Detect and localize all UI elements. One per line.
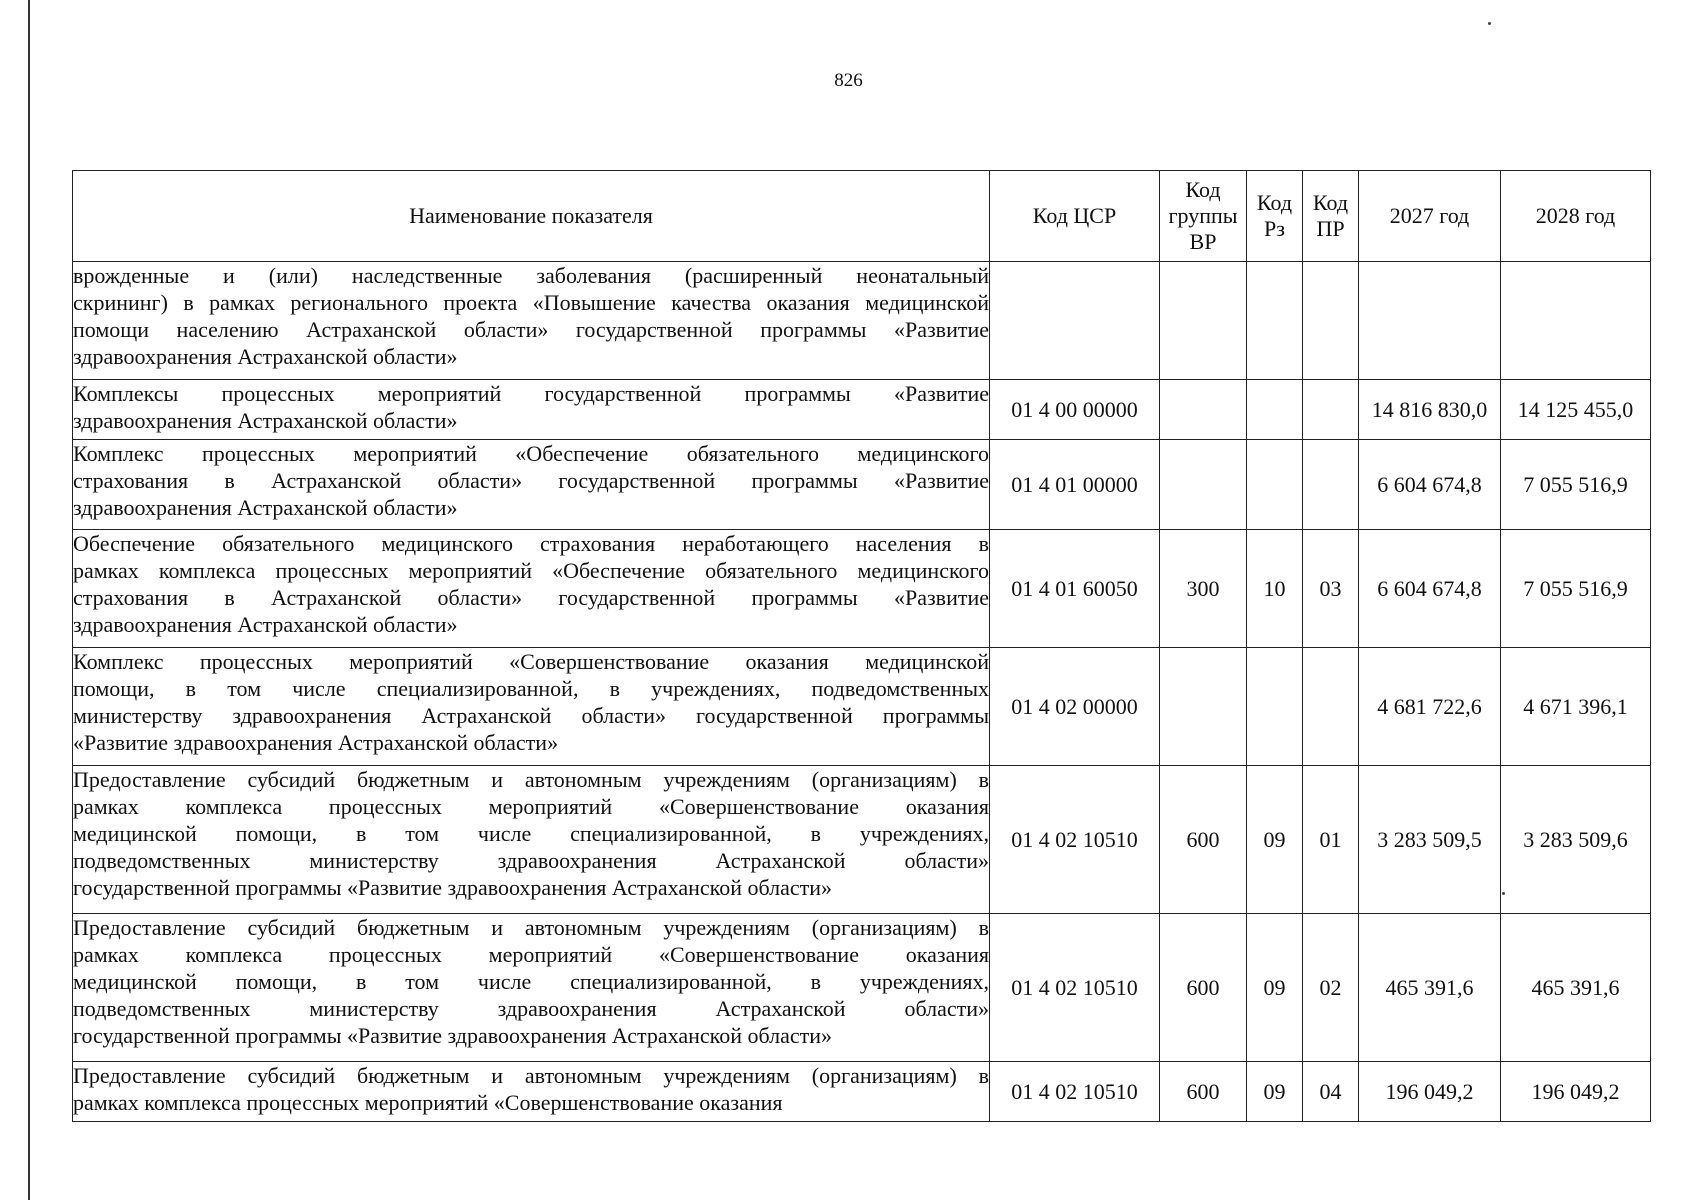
- row-name-cell: [73, 1062, 990, 1122]
- row-name-line: Обеспечение обязательного медицинского страхования неработающего населения в: [73, 531, 989, 556]
- row-name-cell: [73, 262, 990, 380]
- row-name-line: подведомственных министерству здравоохранения Астраханской области»: [73, 848, 989, 873]
- row-name-line: Комплекс процессных мероприятий «Совершенствование оказания медицинской: [73, 649, 989, 674]
- row-name-cell: [73, 380, 990, 440]
- row-name-line: Предоставление субсидий бюджетным и автономным учреждениям (организациям) в: [73, 1063, 989, 1088]
- row-name-line: медицинской помощи, в том числе специализированной, в учреждениях,: [73, 969, 989, 994]
- row-2027-cell: 6 604 674,8: [1359, 530, 1501, 648]
- row-name-line: помощи, в том числе специализированной, в учреждениях, подведомственных: [73, 676, 989, 701]
- row-name-cell: [73, 530, 990, 648]
- row-name-cell: [73, 766, 990, 914]
- row-pr-cell: [1303, 648, 1359, 766]
- row-2027-cell: [1359, 262, 1501, 380]
- row-name-line: министерству здравоохранения Астраханской области» государственной программы: [73, 703, 989, 728]
- row-name-line: медицинской помощи, в том числе специализированной, в учреждениях,: [73, 821, 989, 846]
- row-name-cell: [73, 914, 990, 1062]
- row-name-line: «Развитие здравоохранения Астраханской области»: [73, 730, 559, 755]
- table-header-row: [73, 171, 1651, 262]
- row-name-cell: [73, 648, 990, 766]
- row-name-line: здравоохранения Астраханской области»: [73, 408, 458, 433]
- header-pr: Код ПР: [1303, 171, 1359, 262]
- table-row: [73, 440, 1651, 530]
- row-name-cell: [73, 440, 990, 530]
- row-name-line: рамках комплекса процессных мероприятий «Совершенствование оказания: [73, 794, 989, 819]
- row-2027-cell: 196 049,2: [1359, 1062, 1501, 1122]
- row-name-line: государственной программы «Развитие здравоохранения Астраханской области»: [73, 875, 833, 900]
- row-csr-cell: 01 4 01 60050: [990, 530, 1160, 648]
- row-2028-cell: 465 391,6: [1501, 914, 1651, 1062]
- row-vr-cell: 600: [1160, 766, 1247, 914]
- page-number: 826: [834, 70, 863, 91]
- row-name-line: Предоставление субсидий бюджетным и автономным учреждениям (организациям) в: [73, 915, 989, 940]
- row-csr-cell: 01 4 00 00000: [990, 380, 1160, 440]
- row-pr-cell: 02: [1303, 914, 1359, 1062]
- row-rz-cell: [1247, 262, 1303, 380]
- row-rz-cell: [1247, 648, 1303, 766]
- row-name-line: Комплекс процессных мероприятий «Обеспечение обязательного медицинского: [73, 441, 989, 466]
- row-name-line: страхования в Астраханской области» государственной программы «Развитие: [73, 585, 989, 610]
- row-vr-cell: [1160, 440, 1247, 530]
- row-name-line: Предоставление субсидий бюджетным и автономным учреждениям (организациям) в: [73, 767, 989, 792]
- row-2028-cell: 196 049,2: [1501, 1062, 1651, 1122]
- row-2028-cell: 4 671 396,1: [1501, 648, 1651, 766]
- header-2028: 2028 год: [1501, 171, 1651, 262]
- row-2028-cell: 3 283 509,6: [1501, 766, 1651, 914]
- table-row: [73, 766, 1651, 914]
- row-rz-cell: 09: [1247, 766, 1303, 914]
- row-vr-cell: [1160, 380, 1247, 440]
- row-csr-cell: 01 4 02 10510: [990, 1062, 1160, 1122]
- row-name-line: рамках комплекса процессных мероприятий «Обеспечение обязательного медицинского: [73, 558, 989, 583]
- row-2027-cell: 14 816 830,0: [1359, 380, 1501, 440]
- row-name-line: врожденные и (или) наследственные заболевания (расширенный неонатальный: [73, 263, 989, 288]
- row-name-line: государственной программы «Развитие здравоохранения Астраханской области»: [73, 1023, 833, 1048]
- row-csr-cell: 01 4 01 00000: [990, 440, 1160, 530]
- row-csr-cell: 01 4 02 10510: [990, 766, 1160, 914]
- row-rz-cell: 09: [1247, 914, 1303, 1062]
- row-vr-cell: 300: [1160, 530, 1247, 648]
- row-csr-cell: 01 4 02 00000: [990, 648, 1160, 766]
- binding-edge-line: [28, 0, 30, 1200]
- table-row: [73, 914, 1651, 1062]
- row-rz-cell: [1247, 380, 1303, 440]
- row-pr-cell: [1303, 440, 1359, 530]
- row-rz-cell: 09: [1247, 1062, 1303, 1122]
- row-2028-cell: 14 125 455,0: [1501, 380, 1651, 440]
- row-name-line: рамках комплекса процессных мероприятий «Совершенствование оказания: [73, 942, 989, 967]
- row-pr-cell: 03: [1303, 530, 1359, 648]
- row-pr-cell: 01: [1303, 766, 1359, 914]
- row-csr-cell: [990, 262, 1160, 380]
- row-2028-cell: 7 055 516,9: [1501, 440, 1651, 530]
- row-2027-cell: 4 681 722,6: [1359, 648, 1501, 766]
- header-vr: Код группы ВР: [1160, 171, 1247, 262]
- row-vr-cell: 600: [1160, 914, 1247, 1062]
- row-name-line: Комплексы процессных мероприятий государственной программы «Развитие: [73, 381, 989, 406]
- scan-speck: [1488, 22, 1491, 25]
- row-name-line: здравоохранения Астраханской области»: [73, 612, 458, 637]
- row-name-line: здравоохранения Астраханской области»: [73, 495, 458, 520]
- row-2028-cell: 7 055 516,9: [1501, 530, 1651, 648]
- table-row: [73, 530, 1651, 648]
- row-pr-cell: 04: [1303, 1062, 1359, 1122]
- table-row: [73, 1062, 1651, 1122]
- header-name: Наименование показателя: [73, 171, 990, 262]
- header-rz: Код Рз: [1247, 171, 1303, 262]
- table-row: [73, 648, 1651, 766]
- row-rz-cell: 10: [1247, 530, 1303, 648]
- row-name-line: здравоохранения Астраханской области»: [73, 344, 458, 369]
- row-pr-cell: [1303, 380, 1359, 440]
- row-2028-cell: [1501, 262, 1651, 380]
- row-name-line: скрининг) в рамках регионального проекта «Повышение качества оказания медицинской: [73, 290, 989, 315]
- row-pr-cell: [1303, 262, 1359, 380]
- row-name-line: помощи населению Астраханской области» государственной программы «Развитие: [73, 317, 989, 342]
- row-2027-cell: 465 391,6: [1359, 914, 1501, 1062]
- budget-table: [72, 170, 1651, 1122]
- header-2027: 2027 год: [1359, 171, 1501, 262]
- header-csr: Код ЦСР: [990, 171, 1160, 262]
- row-vr-cell: [1160, 648, 1247, 766]
- table-row: [73, 380, 1651, 440]
- row-name-line: страхования в Астраханской области» государственной программы «Развитие: [73, 468, 989, 493]
- row-vr-cell: [1160, 262, 1247, 380]
- row-name-line: подведомственных министерству здравоохранения Астраханской области»: [73, 996, 989, 1021]
- table-row: [73, 262, 1651, 380]
- row-name-line: рамках комплекса процессных мероприятий «Совершенствование оказания: [73, 1090, 783, 1115]
- row-2027-cell: 3 283 509,5: [1359, 766, 1501, 914]
- row-vr-cell: 600: [1160, 1062, 1247, 1122]
- row-rz-cell: [1247, 440, 1303, 530]
- row-2027-cell: 6 604 674,8: [1359, 440, 1501, 530]
- row-csr-cell: 01 4 02 10510: [990, 914, 1160, 1062]
